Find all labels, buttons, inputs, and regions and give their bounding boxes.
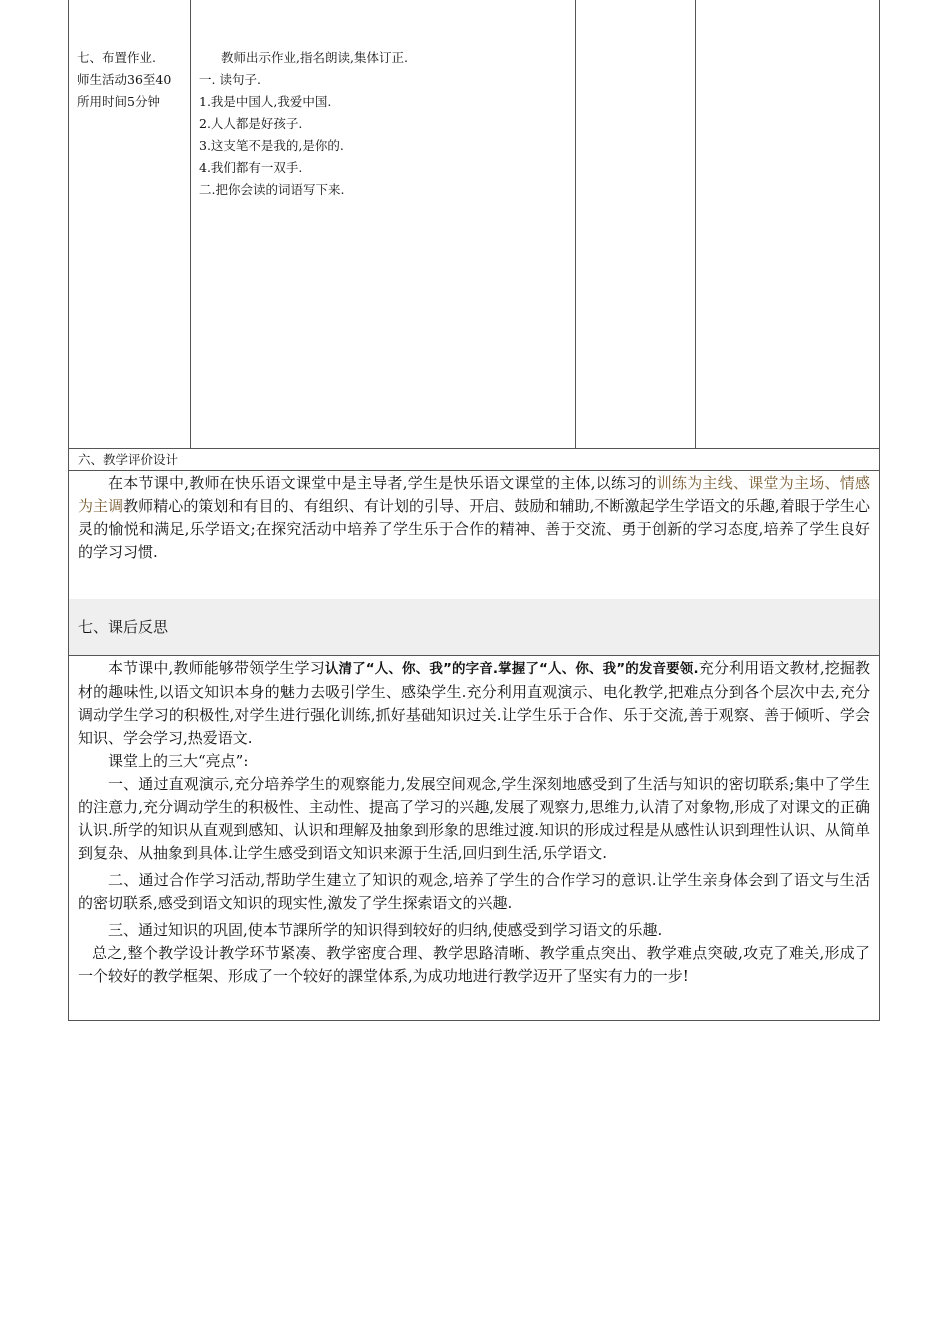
reflection-paragraph-1: [78, 657, 870, 750]
reflection-emphasis: 认清了“人、你、我”的字音.掌握了“人、你、我”的发音要领.: [324, 661, 699, 677]
homework-sentence: 1.我是中国人,我爱中国.: [199, 94, 332, 109]
homework-sentence: 4.我们都有一双手.: [199, 160, 303, 175]
reflection-paragraph-3: 一、通过直观演示,充分培养学生的观察能力,发展空间观念,学生深刻地感受到了生活与知识的密切联系;集中了学生的注意力,充分调动学生的积极性、主动性、提高了学习的兴趣,发展了观察力,思维力,认清了对象物,形成了对课文的正确认识.所学的知识从直观到感知、认识和理解及抽象到形象的思维过渡.知识的形成过程是从感性认识到理性认识、从简单到复杂、从抽象到具体.让学生感受到语文知识来源于生活,回归到生活,乐学语文.: [78, 775, 870, 862]
step-column: [69, 0, 191, 448]
reflection-paragraph-5: 三、通过知识的巩固,使本节課所学的知识得到较好的归纳,使感受到学习语文的乐趣.: [108, 921, 663, 939]
evaluation-highlight: 训练为主线、课堂为主场、情感为主调: [78, 474, 870, 515]
step-activity: 师生活动36至40: [77, 72, 172, 87]
reflection-paragraph-6: 总之,整个教学设计教学环节紧凑、教学密度合理、教学思路清晰、教学重点突出、教学难点突破,攻克了难关,形成了一个较好的教学框架、形成了一个较好的課堂体系,为成功地进行教学迈开了坚实有力的一步!: [78, 944, 870, 985]
empty-column-3: [576, 0, 696, 448]
evaluation-text-b: 教师精心的策划和有目的、有组织、有计划的引导、开启、鼓励和辅助,不断激起学生学语文的乐趣,着眼于学生心灵的愉悦和满足,乐学语文;在探究活动中培养了学生乐于合作的精神、善于交流、勇于创新的学习态度,培养了学生良好的学习习惯.: [78, 497, 870, 561]
homework-section-1: 一. 读句子.: [199, 72, 261, 87]
reflection-paragraph-2: 课堂上的三大“亮点”:: [108, 752, 249, 770]
evaluation-text-a: 在本节课中,教师在快乐语文课堂中是主导者,学生是快乐语文课堂的主体,以练习的: [108, 474, 657, 492]
homework-sentence: 2.人人都是好孩子.: [199, 116, 303, 131]
homework-column: [191, 0, 576, 448]
reflection-text: 本节课中,教师能够带领学生学习: [108, 659, 325, 677]
reflection-paragraph-4: 二、通过合作学习活动,帮助学生建立了知识的观念,培养了学生的合作学习的意识.让学生亲身体会到了语文与生活的密切联系,感受到语文知识的现实性,激发了学生探索语文的兴趣.: [78, 871, 870, 912]
evaluation-paragraph: [78, 472, 870, 564]
homework-intro: 教师出示作业,指名朗读,集体订正.: [221, 50, 408, 65]
homework-row: [68, 0, 880, 449]
homework-section-2: 二.把你会读的词语写下来.: [199, 182, 345, 197]
evaluation-heading: 六、教学评价设计: [68, 449, 880, 471]
reflection-heading: 七、课后反思: [68, 599, 880, 656]
reflection-body: [68, 655, 880, 1021]
evaluation-body: [68, 470, 880, 600]
empty-column-4: [696, 0, 881, 448]
reflection-text: 充分利用语文教材,挖掘教材的趣味性,以语文知识本身的魅力去吸引学生、感染学生.充分利用直观演示、电化教学,把难点分到各个层次中去,充分调动学生学习的积极性,对学生进行强化训练,抓好基础知识过关.让学生乐于合作、乐于交流,善于观察、善于倾听、学会知识、学会学习,热爱语文.: [78, 659, 870, 747]
step-title: 七、布置作业.: [77, 50, 156, 65]
step-time: 所用时间5分钟: [77, 94, 160, 109]
homework-sentence: 3.这支笔不是我的,是你的.: [199, 138, 344, 153]
